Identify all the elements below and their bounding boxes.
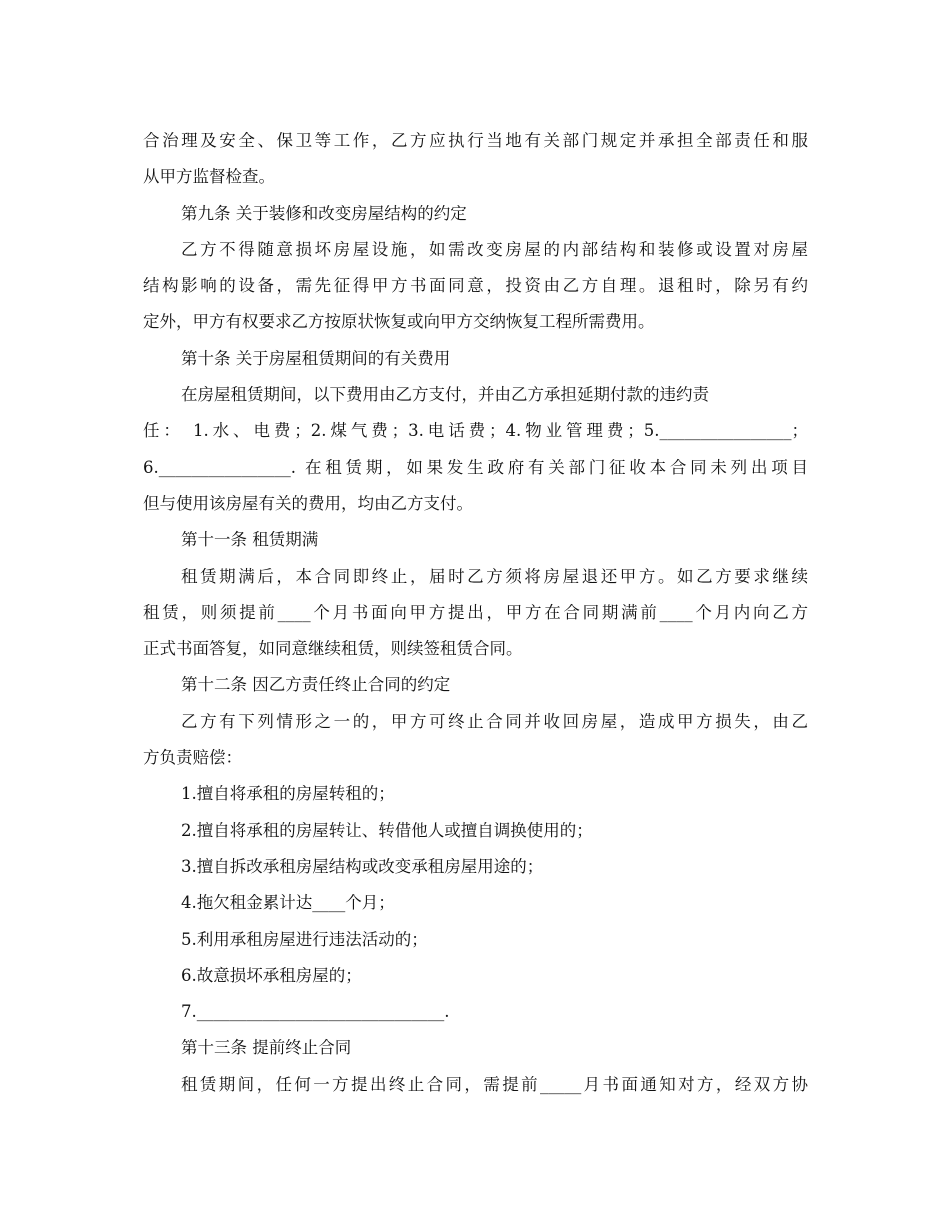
document-line: 定外，甲方有权要求乙方按原状恢复或向甲方交纳恢复工程所需费用。 xyxy=(143,312,655,332)
document-line: 在房屋租赁期间，以下费用由乙方支付，并由乙方承担延期付款的违约责 xyxy=(181,385,709,405)
document-line: 正式书面答复，如同意继续租赁，则续签租赁合同。 xyxy=(143,639,523,659)
document-line: 5.利用承租房屋进行违法活动的； xyxy=(181,929,428,949)
document-line: 6.________________. 在租赁期，如果发生政府有关部门征收本合同未列出项目 xyxy=(143,457,808,477)
document-line: 从甲方监督检查。 xyxy=(143,167,275,187)
document-line: 第十一条 租赁期满 xyxy=(181,530,319,550)
document-line: 第九条 关于装修和改变房屋结构的约定 xyxy=(181,203,467,223)
document-line: 结构影响的设备，需先征得甲方书面同意，投资由乙方自理。退租时，除另有约 xyxy=(143,276,808,296)
document-body xyxy=(143,123,808,1103)
document-line: 乙方不得随意损坏房屋设施，如需改变房屋的内部结构和装修或设置对房屋 xyxy=(181,239,808,259)
document-line: 6.故意损坏承租房屋的； xyxy=(181,965,362,985)
document-line: 第十二条 因乙方责任终止合同的约定 xyxy=(181,675,451,695)
document-line: 但与使用该房屋有关的费用，均由乙方支付。 xyxy=(143,493,473,513)
document-line: 租赁期满后，本合同即终止，届时乙方须将房屋退还甲方。如乙方要求继续 xyxy=(181,566,808,586)
document-line: 方负责赔偿： xyxy=(143,748,242,768)
document-line: 第十条 关于房屋租赁期间的有关费用 xyxy=(181,348,451,368)
document-line: 第十三条 提前终止合同 xyxy=(181,1038,352,1058)
document-line: 7.______________________________. xyxy=(181,1002,450,1022)
document-line: 乙方有下列情形之一的，甲方可终止合同并收回房屋，造成甲方损失，由乙 xyxy=(181,711,808,731)
document-line: 1.擅自将承租的房屋转租的； xyxy=(181,784,395,804)
document-line: 4.拖欠租金累计达____个月； xyxy=(181,893,395,913)
document-line: 合治理及安全、保卫等工作，乙方应执行当地有关部门规定并承担全部责任和服 xyxy=(143,131,808,150)
document-line: 租赁，则须提前____个月书面向甲方提出，甲方在合同期满前____个月内向乙方 xyxy=(143,602,808,622)
document-line: 2.擅自将承租的房屋转让、转借他人或擅自调换使用的； xyxy=(181,820,593,840)
document-line: 任： 1.水、电费；2.煤气费；3.电话费；4.物业管理费；5.________________； xyxy=(143,421,808,441)
document-line: 3.擅自拆改承租房屋结构或改变承租房屋用途的； xyxy=(181,856,544,876)
document-line: 租赁期间，任何一方提出终止合同，需提前_____月书面通知对方，经双方协 xyxy=(181,1074,808,1094)
